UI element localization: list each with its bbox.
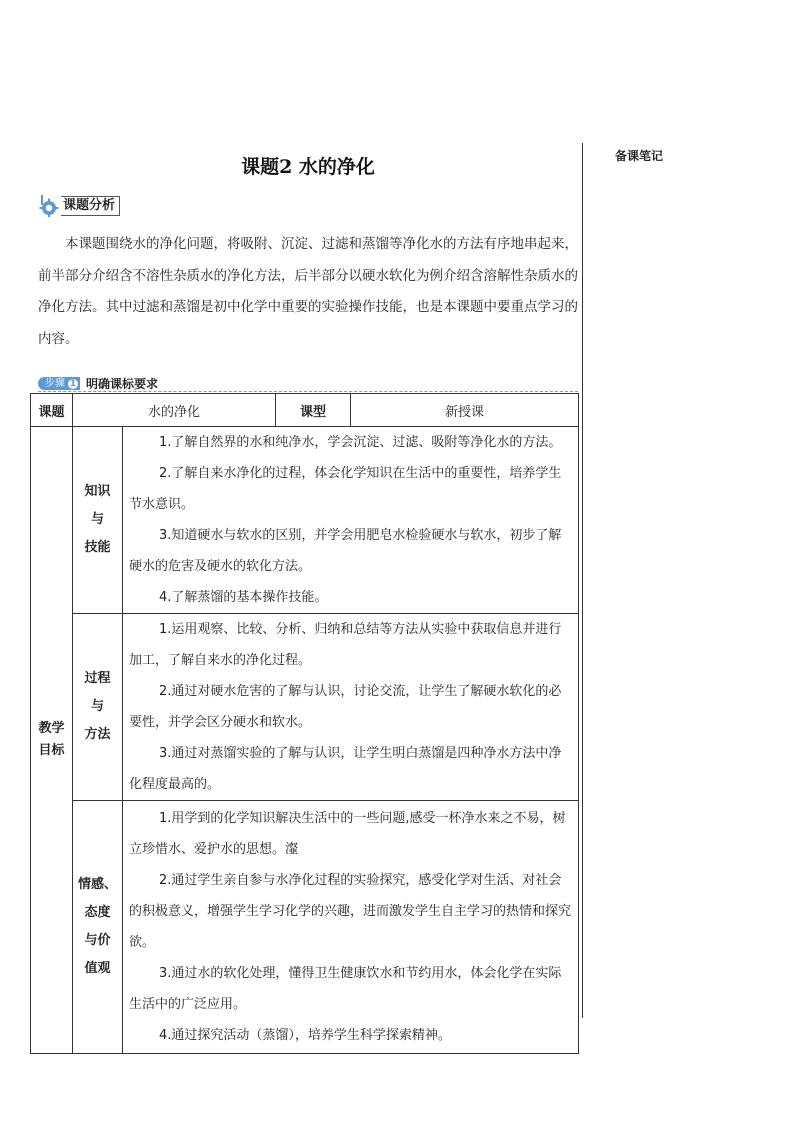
goal-item: 1.运用观察、比较、分析、归纳和总结等方法从实验中获取信息并进行加工，了解自来水的净化过程。: [129, 622, 562, 668]
table-row: [31, 614, 579, 801]
category-label-line: 技能: [84, 540, 111, 555]
process-methods-content-cell: [123, 614, 579, 801]
goal-item: 3.知道硬水与软水的区别，并学会用肥皂水检验硬水与软水，初步了解硬水的危害及硬水的软化方法。: [129, 528, 562, 574]
attitude-values-content-cell: [123, 801, 579, 1054]
teaching-goals-label-cell: [31, 427, 73, 1054]
category-label-line: 与价: [84, 933, 111, 948]
topic-value-cell: 水的净化: [73, 394, 276, 427]
process-methods-label-cell: [73, 614, 123, 801]
step-header: [38, 375, 578, 392]
category-label-line: 过程: [84, 671, 111, 686]
teaching-goals-label-line: 教学: [38, 721, 65, 736]
goal-item: 3.通过水的软化处理，懂得卫生健康饮水和节约用水，体会化学在实际生活中的广泛应用。: [129, 966, 562, 1012]
goal-item: 2.通过对硬水危害的了解与认识，讨论交流，让学生了解硬水软化的必要性，并学会区分硬水和软水。: [129, 684, 562, 730]
analysis-paragraph: 本课题围绕水的净化问题，将吸附、沉淀、过滤和蒸馏等净化水的方法有序地串起来，前半部分介绍含不溶性杂质水的净化方法，后半部分以硬水软化为例介绍含溶解性杂质水的净化方法。其中过滤和蒸馏是初中化学中重要的实验操作技能，也是本课题中要重点学习的内容。: [38, 236, 578, 347]
teaching-goals-label-line: 目标: [38, 743, 65, 758]
table-header-row: [31, 394, 579, 427]
category-label-line: 与: [90, 699, 104, 714]
goal-item: 3.通过对蒸馏实验的了解与认识，让学生明白蒸馏是四种净水方法中净化程度最高的。: [129, 746, 562, 792]
table-row: [31, 427, 579, 614]
analysis-text: [38, 229, 581, 355]
gear-magnifier-icon: [37, 195, 63, 217]
step-badge-label: 步骤: [45, 378, 65, 389]
lesson-type-label-cell: 课型: [276, 394, 351, 427]
step-underline: [38, 391, 578, 392]
step-badge: [38, 377, 80, 390]
table-row: [31, 801, 579, 1054]
analysis-section-tag: [37, 194, 120, 218]
attitude-values-label-cell: [73, 801, 123, 1054]
knowledge-skills-content-cell: [123, 427, 579, 614]
goal-item: 2.了解自来水净化的过程，体会化学知识在生活中的重要性，培养学生节水意识。: [129, 466, 562, 512]
category-label-line: 知识: [84, 484, 111, 499]
lesson-type-value-cell: 新授课: [351, 394, 579, 427]
step-title: 明确课标要求: [86, 377, 159, 391]
goal-item: 1.了解自然界的水和纯净水，学会沉淀、过滤、吸附等净化水的方法。: [159, 435, 562, 450]
category-label-line: 方法: [84, 727, 111, 742]
category-label-line: 与: [90, 512, 104, 527]
goal-item: 4.了解蒸馏的基本操作技能。: [159, 590, 328, 605]
category-label-line: 情感、: [77, 877, 117, 892]
goal-item: 4.通过探究活动（蒸馏），培养学生科学探索精神。: [159, 1028, 451, 1043]
side-notes-label: 备课笔记: [615, 149, 664, 163]
goal-item: 2.通过学生亲自参与水净化过程的实验探究，感受化学对生活、对社会的积极意义，增强学生学习化学的兴趣，进而激发学生自主学习的热情和探究欲。: [129, 873, 572, 950]
page-title: 课题2 水的净化: [241, 156, 375, 178]
goal-item: 1.用学到的化学知识解决生活中的一些问题,感受一杯净水来之不易，树立珍惜水、爱护水的思想。瀣: [129, 811, 566, 857]
category-label-line: 值观: [84, 961, 111, 976]
analysis-tag-label: 课题分析: [61, 196, 120, 216]
knowledge-skills-label-cell: [73, 427, 123, 614]
category-label-line: 态度: [84, 905, 111, 920]
teaching-goals-table: [30, 393, 579, 1054]
margin-divider: [582, 143, 583, 1018]
topic-label-cell: 课题: [31, 394, 73, 427]
step-number: 1: [69, 378, 77, 389]
